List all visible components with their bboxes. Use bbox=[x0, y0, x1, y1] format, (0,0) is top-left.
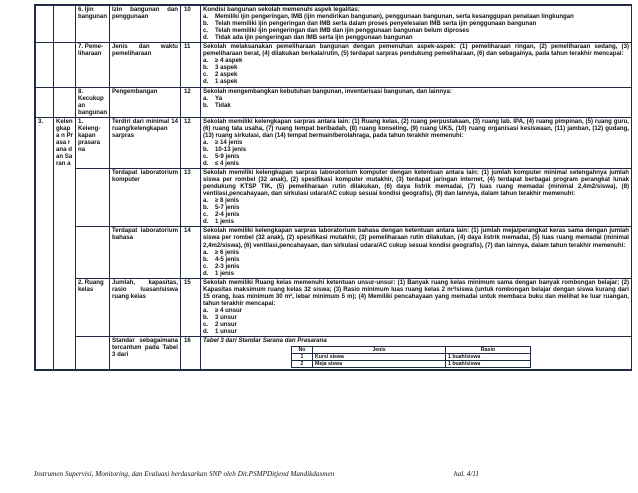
indicator-cell: Terdiri dari minimal 14 ruang/kelengkapan sarpras bbox=[110, 117, 181, 168]
table-row bbox=[36, 87, 632, 117]
option-text: ≥ 8 jenis bbox=[215, 197, 240, 205]
table-row bbox=[36, 43, 632, 87]
indicator-cell: Standar sebagaimana tercantum pada Tabel 3 dari bbox=[110, 337, 181, 370]
page-footer bbox=[34, 470, 594, 478]
question-cell bbox=[201, 87, 632, 117]
answer-option bbox=[203, 263, 629, 270]
indicator-cell: Jumlah, kapasitas, rasio luasan/siswa ruang kelas bbox=[110, 278, 181, 336]
rasio-table bbox=[291, 346, 531, 368]
option-text: Memiliki ijin pengeringan, IMB (ijin mendirikan bangunan), penggunaan bangunan, serta kesanggupan penataan lingkungan bbox=[215, 13, 574, 21]
option-letter: d. bbox=[203, 78, 209, 86]
option-text: Telah memiliki ijin pengeringan dan IMB serta dalam proses penyelesaian IMB serta ijin penggunaan bangunan bbox=[215, 20, 537, 28]
option-text: 1 unsur bbox=[215, 328, 238, 336]
section-label-cell bbox=[54, 87, 76, 117]
answer-option bbox=[203, 102, 629, 109]
sub-aspect-cell: 6. Ijin bangunan bbox=[76, 6, 110, 43]
section-label-cell bbox=[54, 43, 76, 87]
answer-option bbox=[203, 27, 629, 34]
option-letter: c. bbox=[203, 211, 209, 219]
instrument-table bbox=[35, 5, 632, 370]
option-text: Tidak ada ijin pengeringan dan IMB serta ijin penggunaan bangunan bbox=[215, 34, 413, 42]
answer-options bbox=[203, 307, 629, 335]
rasio-row bbox=[292, 354, 531, 361]
option-text: 2-3 jenis bbox=[215, 262, 240, 270]
question-text: Sekolah melaksanakan pemeliharaan bangunan dengan pemenuhan aspek-aspek: (1) pemeliharaan ringan, (2) pemeliharaan sedang, (3) pemeliharaan berat, (4) dilakukan berkala/rutin, (5) terdapat sarpras pendukung pemeliharaan, (6) dan sebagainya, pada tahun terakhir mencapai: bbox=[203, 43, 629, 58]
option-letter: c. bbox=[203, 27, 209, 35]
option-letter: d. bbox=[203, 269, 209, 277]
answer-options bbox=[203, 139, 629, 167]
rasio-header-row bbox=[292, 347, 531, 354]
option-text: ≥ 4 aspek bbox=[215, 57, 243, 65]
rasio-header-cell: Jenis bbox=[313, 347, 446, 354]
footer-text: Instrumen Supervisi, Monitoring, dan Evaluasi berdasarkan SNP oleh Dit.PSMPDitjend Mandikdasmen bbox=[34, 470, 335, 478]
question-text: Sekolah memiliki kelengkapan sarpras laboratorium komputer dengan ketentuan antara lain: (1) jumlah komputer minimal setengahnya jumlah siswa per rombel (32 anak), (2) spesifikasi komputer mutakhir, (3) terdapat jaringan internet, (4) terdapat berbagai program perangkat lunak pendukung KTSP TIK, (5) pemeliharaan rutin dilakukan, (6) daya listrik memadai, (7) luas ruang memadai (minimal 2,4m2/siswa), (8) ventilasi,pencahayaan, dan sirkulasi udara/AC cukup sesuai kondisi geografis), (9) dan lainnya, dalam tahun terakhir memenuhi: bbox=[203, 169, 629, 198]
answer-option bbox=[203, 321, 629, 328]
option-letter: d. bbox=[203, 34, 209, 42]
answer-option bbox=[203, 218, 629, 225]
answer-option bbox=[203, 211, 629, 218]
question-text: Sekolah memiliki Ruang kelas memenuhi ketentuan unsur-unsur: (1) Banyak ruang kelas minimum sama dengan banyak rombongan belajar; (2) Kapasitas maksimum ruang kelas 32 siswa; (3) Rasio minimum luas ruang kelas 2 m²/siswa (untuk rombongan belajar dengan siswa kurang dari 15 orang, luas minimum 30 m², lebar minimum 5 m); (4) Memiliki pencahayaan yang memadai untuk membaca buku dan melihat ke luar ruangan, tahun terakhir mencapai: bbox=[203, 278, 629, 307]
answer-option bbox=[203, 64, 629, 71]
question-cell bbox=[201, 6, 632, 43]
option-letter: a. bbox=[203, 197, 209, 205]
table-row bbox=[36, 337, 632, 370]
question-cell bbox=[201, 337, 632, 370]
rasio-cell: 1 bbox=[292, 354, 313, 361]
section-number-cell bbox=[36, 6, 54, 43]
option-letter: d. bbox=[203, 218, 209, 226]
answer-option bbox=[203, 314, 629, 321]
option-text: 5-9 jenis bbox=[215, 152, 240, 160]
question-cell bbox=[201, 43, 632, 87]
answer-option bbox=[203, 13, 629, 20]
answer-option bbox=[203, 57, 629, 64]
option-text: 1 jenis bbox=[215, 218, 234, 226]
sub-aspect-cell: 1. Keleng- kapan prasara na bbox=[76, 117, 110, 168]
answer-options bbox=[203, 13, 629, 41]
item-number-cell: 14 bbox=[181, 227, 201, 278]
option-text: 3 unsur bbox=[215, 313, 238, 321]
page-number: hal. 4/11 bbox=[454, 470, 480, 478]
item-number-cell: 16 bbox=[181, 337, 201, 370]
question-text: Kondisi bangunan sekolah memenuhi aspek legalitas: bbox=[203, 6, 360, 13]
indicator-cell: Jenis dan waktu pemeliharaan bbox=[110, 43, 181, 87]
answer-option bbox=[203, 256, 629, 263]
option-letter: b. bbox=[203, 204, 209, 212]
rasio-header-cell: No bbox=[292, 347, 313, 354]
option-text: Telah memiliki ijin pengeringan dan IMB dan ijin penggunaan bangunan belum diproses bbox=[215, 27, 470, 35]
rasio-row bbox=[292, 361, 531, 368]
answer-options bbox=[203, 249, 629, 277]
question-text: Sekolah memiliki kelengkapan sarpras antara lain: (1) Ruang kelas, (2) ruang perpustakaan, (3) ruang lab. IPA, (4) ruang pimpinan, (5) ruang guru, (6) ruang tata usaha, (7) ruang tempat beribadah, (8) ruang konseling, (9) ruang UKS, (10) ruang organisasi kesiswaan, (11) jamban, (12) gudang, (13) ruang sirkulasi, dan (14) tempat bermain/berolahraga, pada tahun terakhir memenuhi: bbox=[203, 117, 629, 139]
option-text: 5-7 jenis bbox=[215, 204, 240, 212]
item-number-cell: 12 bbox=[181, 117, 201, 168]
answer-option bbox=[203, 197, 629, 204]
answer-options bbox=[203, 57, 629, 85]
option-text: ≥ 14 jenis bbox=[215, 138, 243, 146]
option-letter: a. bbox=[203, 13, 209, 21]
indicator-cell: Terdapat laboratorium komputer bbox=[110, 169, 181, 227]
option-text: ≥ 4 unsur bbox=[215, 306, 243, 314]
answer-option bbox=[203, 204, 629, 211]
option-letter: a. bbox=[203, 306, 209, 314]
option-text: ≤ 4 jenis bbox=[215, 159, 240, 167]
answer-option bbox=[203, 71, 629, 78]
sub-aspect-cell bbox=[76, 227, 110, 278]
option-letter: d. bbox=[203, 159, 209, 167]
answer-option bbox=[203, 328, 629, 335]
option-letter: c. bbox=[203, 262, 209, 270]
answer-option bbox=[203, 34, 629, 41]
answer-option bbox=[203, 270, 629, 277]
option-letter: b. bbox=[203, 64, 209, 72]
item-number-cell: 15 bbox=[181, 278, 201, 336]
option-letter: c. bbox=[203, 71, 209, 79]
question-text: Tabel 3 dari Standar Sarana dan Prasarana bbox=[203, 337, 327, 345]
option-text: 3 aspek bbox=[215, 64, 238, 72]
option-text: ≥ 6 jenis bbox=[215, 248, 240, 256]
option-letter: b. bbox=[203, 101, 209, 109]
question-cell bbox=[201, 278, 632, 336]
option-letter: d. bbox=[203, 328, 209, 336]
table-row bbox=[36, 117, 632, 168]
item-number-cell: 11 bbox=[181, 43, 201, 87]
rasio-cell: Meja siswa bbox=[313, 361, 446, 368]
section-number-cell bbox=[36, 43, 54, 87]
answer-option bbox=[203, 249, 629, 256]
option-letter: a. bbox=[203, 248, 209, 256]
option-text: 2 unsur bbox=[215, 321, 238, 329]
answer-option bbox=[203, 139, 629, 146]
rasio-cell: 1 buah/siswa bbox=[446, 361, 531, 368]
option-letter: b. bbox=[203, 255, 209, 263]
rasio-cell: 2 bbox=[292, 361, 313, 368]
sub-aspect-cell bbox=[76, 337, 110, 370]
option-text: 2-4 jenis bbox=[215, 211, 240, 219]
table-row bbox=[36, 169, 632, 227]
question-text: Sekolah mengembangkan kebutuhan bangunan, inventarisasi bangunan, dan lainnya: bbox=[203, 87, 452, 95]
answer-option bbox=[203, 20, 629, 27]
answer-option bbox=[203, 78, 629, 85]
option-text: 4-5 jenis bbox=[215, 255, 240, 263]
option-letter: a. bbox=[203, 94, 209, 102]
answer-option bbox=[203, 153, 629, 160]
option-text: 1 aspek bbox=[215, 78, 238, 86]
answer-options bbox=[203, 197, 629, 225]
section-label-cell bbox=[54, 6, 76, 43]
instrument-table-sheet bbox=[34, 4, 632, 371]
option-letter: b. bbox=[203, 20, 209, 28]
option-letter: b. bbox=[203, 145, 209, 153]
answer-option bbox=[203, 307, 629, 314]
option-text: 2 aspek bbox=[215, 71, 238, 79]
section-number-cell: 3. bbox=[36, 117, 54, 369]
sub-aspect-cell: 8. Kecukup an bangunan bbox=[76, 87, 110, 117]
answer-option bbox=[203, 146, 629, 153]
item-number-cell: 10 bbox=[181, 6, 201, 43]
option-text: 10-13 jenis bbox=[215, 145, 247, 153]
option-text: Tidak bbox=[215, 101, 231, 109]
table-row bbox=[36, 278, 632, 336]
option-letter: a. bbox=[203, 57, 209, 65]
rasio-cell: 1 buah/siswa bbox=[446, 354, 531, 361]
sub-aspect-cell bbox=[76, 169, 110, 227]
option-letter: c. bbox=[203, 321, 209, 329]
table-row bbox=[36, 6, 632, 43]
question-cell bbox=[201, 169, 632, 227]
indicator-cell: Pengembangan bbox=[110, 87, 181, 117]
item-number-cell: 12 bbox=[181, 87, 201, 117]
question-text: Sekolah memiliki kelengkapan sarpras laboratorium bahasa dengan ketentuan antara lain: (1) jumlah meja/perangkat keras sama dengan jumlah siswa per rombel (32 anak), (2) spesifikasi mutakhir, (3) pemeliharaan rutin dilakukan, (4) daya listrik memadai, (5) luas ruang memadai (minimal 2,4m2/siswa), (6) ventilasi,pencahayaan, dan sirkulasi udara/AC cukup sesuai kondisi geografis), (7) dan lainnya, dalam tahun terakhir memenuhi: bbox=[203, 227, 629, 249]
rasio-cell: Kursi siswa bbox=[313, 354, 446, 361]
sub-aspect-cell: 7. Peme- liharaan bbox=[76, 43, 110, 87]
indicator-cell: Izin bangunan dan penggunaan bbox=[110, 6, 181, 43]
section-number-cell bbox=[36, 87, 54, 117]
option-letter: b. bbox=[203, 313, 209, 321]
table-row bbox=[36, 227, 632, 278]
option-text: Ya bbox=[215, 94, 223, 102]
answer-options bbox=[203, 95, 629, 109]
option-letter: a. bbox=[203, 138, 209, 146]
option-text: 1 jenis bbox=[215, 269, 234, 277]
instrument-table-body bbox=[36, 6, 632, 370]
answer-option bbox=[203, 160, 629, 167]
section-label-cell: Kelen gkapa n Prasa rana dan Saran a bbox=[54, 117, 76, 369]
question-cell bbox=[201, 227, 632, 278]
rasio-header-cell: Rasio bbox=[446, 347, 531, 354]
item-number-cell: 13 bbox=[181, 169, 201, 227]
question-cell bbox=[201, 117, 632, 168]
answer-option bbox=[203, 95, 629, 102]
indicator-cell: Terdapat laboratorium bahasa bbox=[110, 227, 181, 278]
option-letter: c. bbox=[203, 152, 209, 160]
sub-aspect-cell: 2. Ruang kelas bbox=[76, 278, 110, 336]
